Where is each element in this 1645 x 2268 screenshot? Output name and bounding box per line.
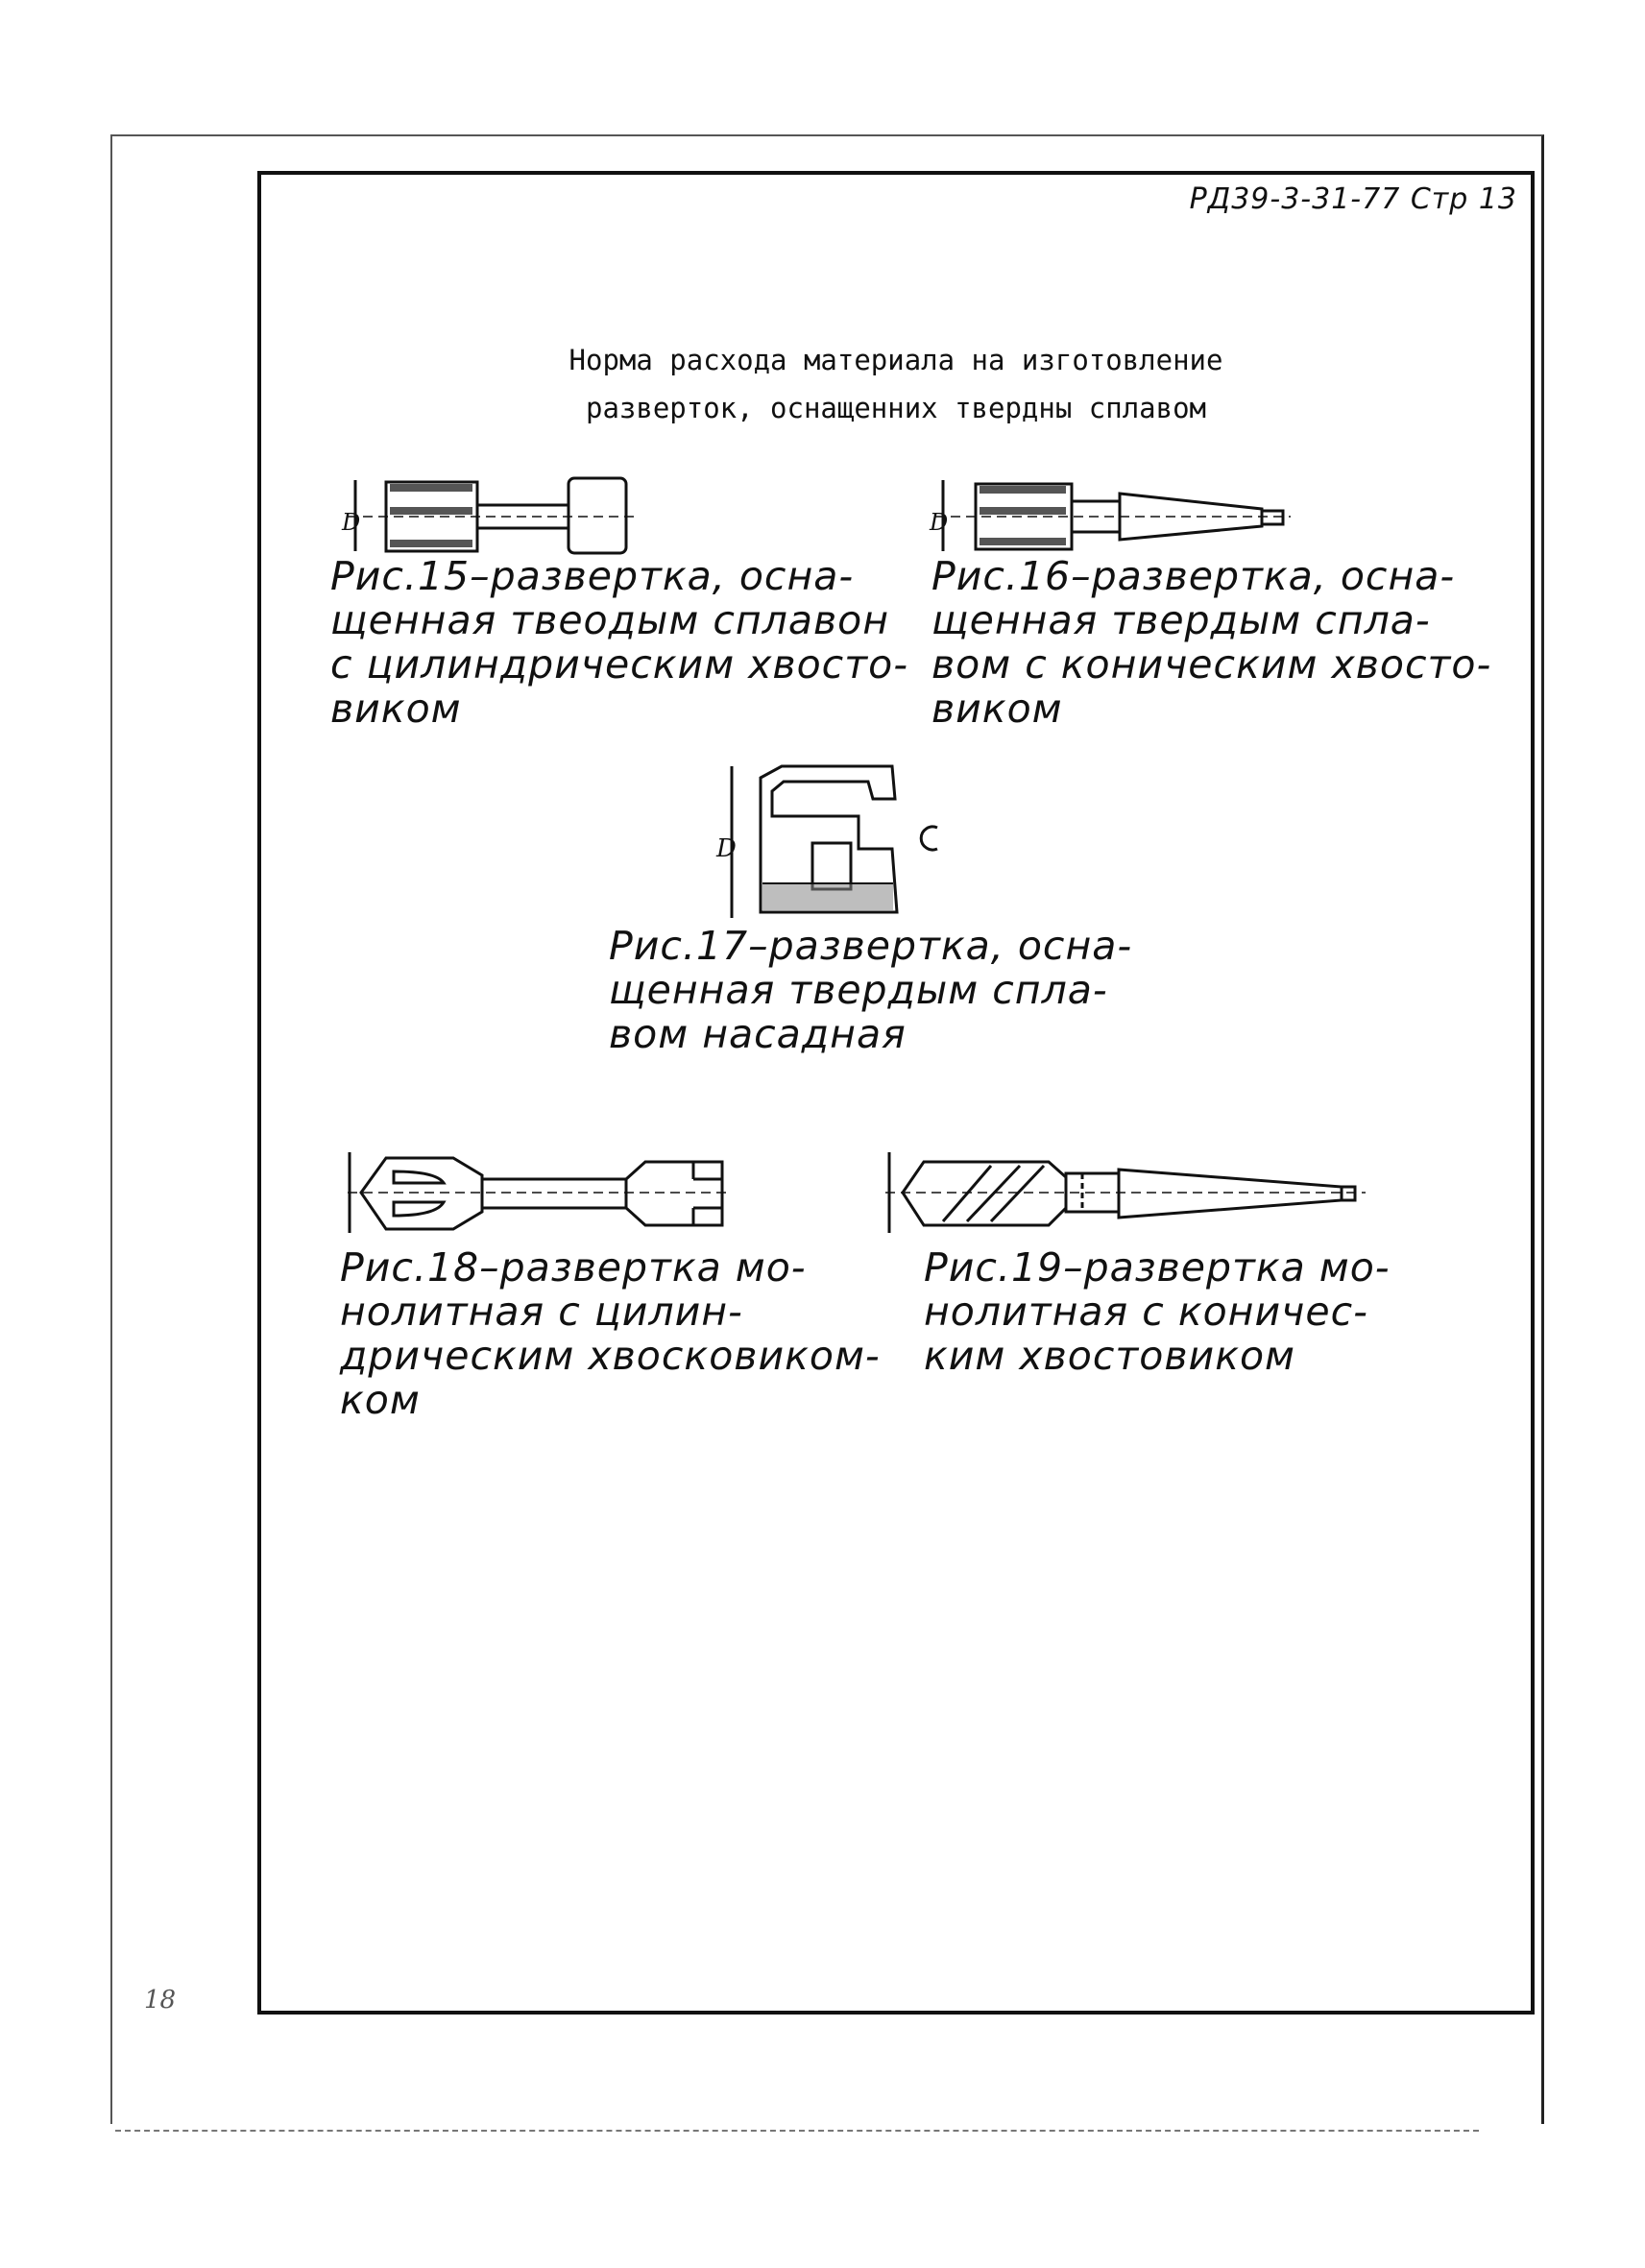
page-title-line-1: Норма расхода материала на изготовление xyxy=(568,344,1223,376)
drawing-frame xyxy=(257,171,1535,2015)
figure-19-drawing xyxy=(885,1145,1385,1241)
figure-17-drawing xyxy=(716,760,945,924)
page-title-line-2: разверток, оснащенних твердны сплавом xyxy=(585,392,1206,424)
figure-16-dimension-label: D xyxy=(930,509,949,536)
page-number: 18 xyxy=(144,1986,177,2015)
figure-19-caption: Рис.19–развертка мо- нолитная с коничес- ким хвостовиком xyxy=(924,1244,1391,1379)
figure-17-dimension-label: D xyxy=(716,834,737,863)
document-code: РД39-3-31-77 Стр 13 xyxy=(1189,182,1517,216)
figure-17-caption: Рис.17–развертка, осна- щенная твердым спла- вом насадная xyxy=(609,923,1133,1057)
figure-15-caption: Рис.15–развертка, осна- щенная твеодым сплавон с цилиндрическим хвосто- виком xyxy=(330,553,908,732)
figure-15-dimension-label: D xyxy=(342,509,361,536)
figure-16-caption: Рис.16–развертка, осна- щенная твердым спла- вом с коническим хвосто- виком xyxy=(931,553,1492,732)
figure-18-drawing xyxy=(348,1145,799,1241)
figure-18-caption: Рис.18–развертка мо- нолитная с цилин- дрическим хвосковиком- ком xyxy=(340,1244,881,1423)
scan-edge-line xyxy=(115,2130,1479,2132)
